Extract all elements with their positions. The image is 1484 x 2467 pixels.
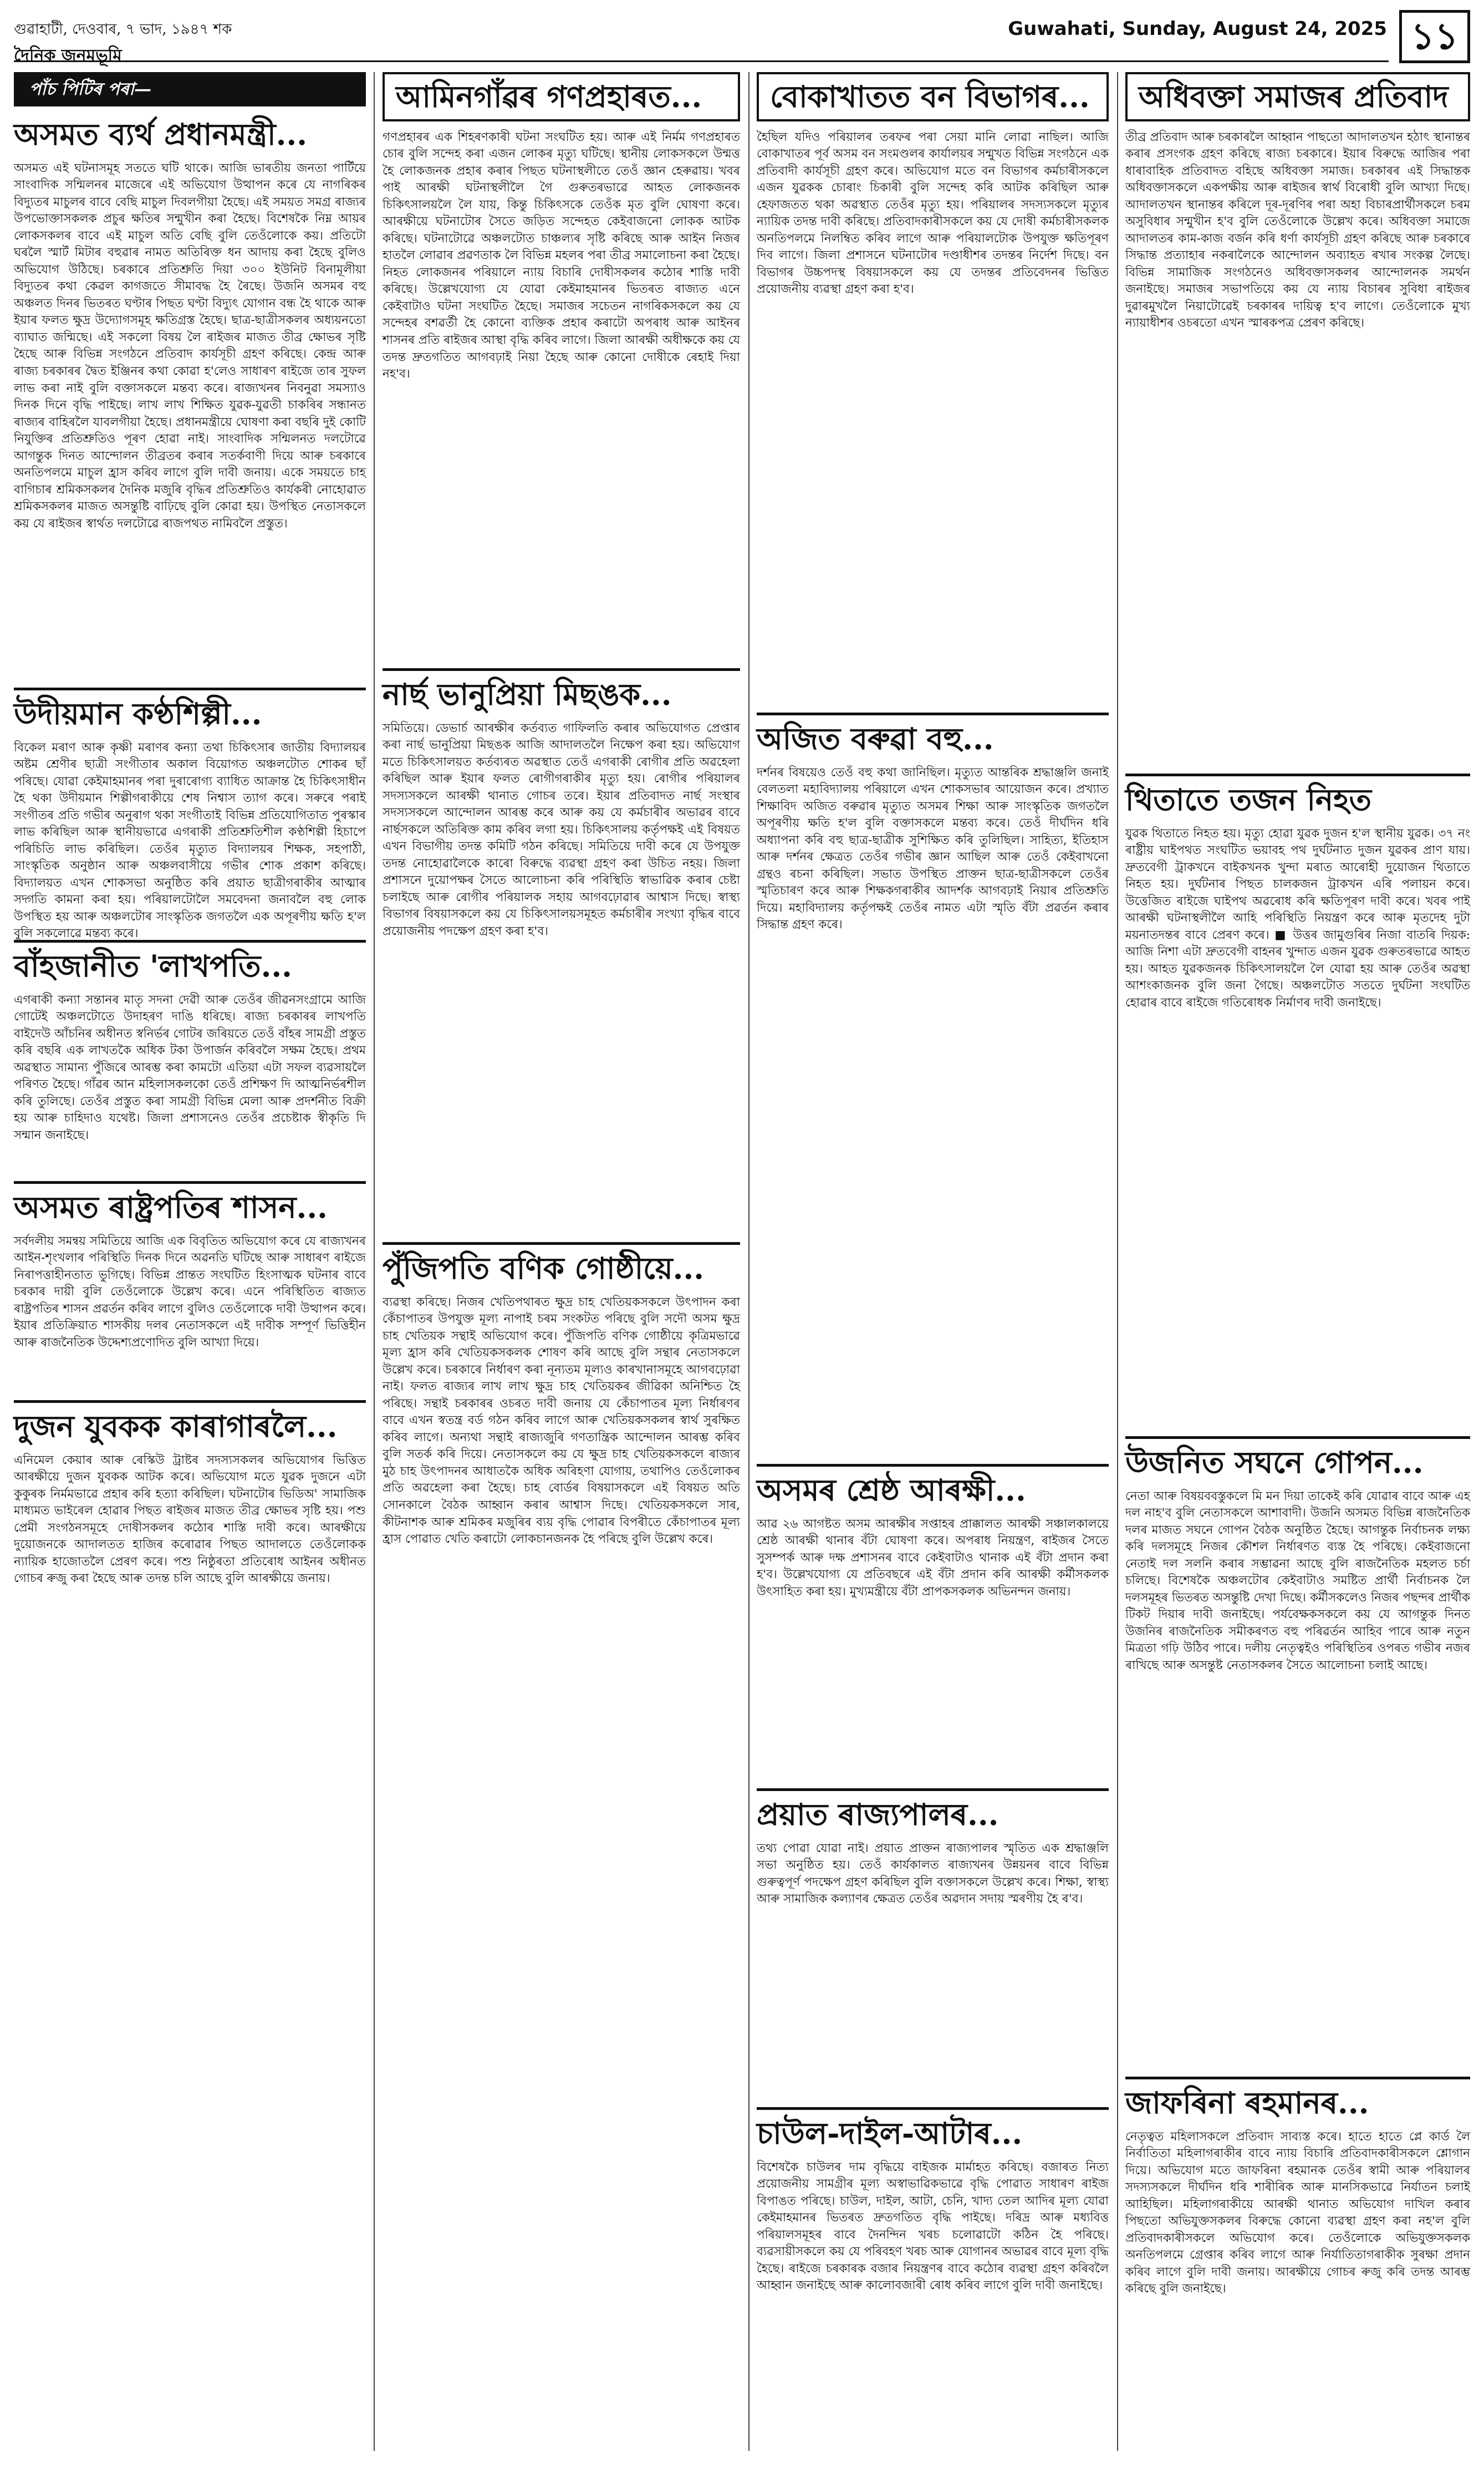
article-advocates-protest bbox=[1125, 72, 1470, 765]
article-body: বিকেল মৰাণ আৰু কৃষ্ণী মৰাণৰ কন্যা তথা চিকিৎসাৰ জাতীয় বিদ্যালয়ৰ অষ্টম শ্ৰেণীৰ ছাত্ৰী সংগীতাৰ অকাল বিয়োগত অঞ্চলটোত শোকৰ ছাঁ পৰিছে। যোৱা কেইমাহমানৰ পৰা দুৰাৰোগ্য ব্যাধিত আক্ৰান্ত হৈ চিকিৎসাধীন হৈ থকা উদীয়মান শিল্পীগৰাকীয়ে শেষ নিশ্বাস ত্যাগ কৰে। সৰুৰে পৰাই সংগীতৰ প্ৰতি গভীৰ অনুৰাগ থকা সংগীতাই বিভিন্ন প্ৰতিযোগিতাত পুৰস্কাৰ লাভ কৰিছিল আৰু স্থানীয়ভাৱে এগৰাকী প্ৰতিশ্ৰুতিশীল কণ্ঠশিল্পী হিচাপে পৰিচিতি লাভ কৰিছিল। তেওঁৰ মৃত্যুত বিদ্যালয়ৰ শিক্ষক, সহপাঠী, সাংস্কৃতিক অনুষ্ঠান আৰু অঞ্চলবাসীয়ে গভীৰ শোক প্ৰকাশ কৰিছে। বিদ্যালয়ত এখন শোকসভা অনুষ্ঠিত কৰি প্ৰয়াত ছাত্ৰীগৰাকীৰ আত্মাৰ সদ্গতি কামনা কৰা হয়। পৰিয়ালটোলৈ সমবেদনা জনাবলৈ বহু লোক উপস্থিত হয় আৰু অঞ্চলটোৰ সাংস্কৃতিক জগতলৈ এক অপূৰণীয় ক্ষতি হ'ল বুলি সকলোৱে মন্তব্য কৰে। bbox=[14, 740, 366, 941]
article-body: বিশেষকৈ চাউলৰ দাম বৃদ্ধিয়ে বাইজক মাৰ্মাহত কৰিছে। বজাৰত নিত্য প্ৰয়োজনীয় সামগ্ৰীৰ মূল্য অস্বাভাৱিকভাৱে বৃদ্ধি পোৱাত সাধাৰণ ৰাইজ বিপাঙত পৰিছে। চাউল, দাইল, আটা, চেনি, খাদ্য তেল আদিৰ মূল্য যোৱা কেইমাহমানৰ ভিতৰত দ্ৰুতগতিত বৃদ্ধি পাইছে। দৰিদ্ৰ আৰু মধ্যবিত্ত পৰিয়ালসমূহৰ বাবে দৈনন্দিন খৰচ চলোৱাটো কঠিন হৈ পৰিছে। ব্যৱসায়ীসকলে কয় যে পৰিবহণ খৰচ আৰু যোগানৰ অভাৱৰ বাবে মূল্য বৃদ্ধি হৈছে। ৰাইজে চৰকাৰক বজাৰ নিয়ন্ত্ৰণৰ বাবে কঠোৰ ব্যৱস্থা গ্ৰহণ কৰিবলৈ আহ্বান জনাইছে আৰু কালোবজাৰী ৰোধ কৰিব লাগে বুলি দাবী জনাইছে। bbox=[757, 2160, 1109, 2293]
article-capitalist-traders bbox=[383, 1242, 740, 2451]
article-body: তীব্ৰ প্ৰতিবাদ আৰু চৰকাৰলৈ আহ্বান পাছতো আদালতখন হঠাৎ স্থানান্তৰ কৰাৰ প্ৰসংগক গ্ৰহণ কৰিছে ৰাজ্য চৰকাৰে। ইয়াৰ বিৰুদ্ধে আজিৰ পৰা ধাৰাবাহিক প্ৰতিবাদত বহিছে অধিবক্তা সমাজ। চৰকাৰৰ এই সিদ্ধান্তক অধিবক্তাসকলে একপক্ষীয় আৰু ৰাইজৰ স্বাৰ্থ বিৰোধী বুলি আখ্যা দিছে। আদালতখন স্থানান্তৰ কৰিলে দূৰ-দূৰণিৰ পৰা অহা বিচাৰপ্ৰাৰ্থীসকলে চৰম অসুবিধাৰ সন্মুখীন হ'ব বুলি তেওঁলোকে উল্লেখ কৰে। অধিবক্তা সমাজে আদালতৰ কাম-কাজ বৰ্জন কৰি ধৰ্ণা কাৰ্যসূচী গ্ৰহণ কৰিছে আৰু চৰকাৰে সিদ্ধান্ত প্ৰত্যাহাৰ নকৰালৈকে আন্দোলন অব্যাহত ৰখাৰ সংকল্প লৈছে। বিভিন্ন সামাজিক সংগঠনেও অধিবক্তাসকলৰ আন্দোলনক সমৰ্থন জনাইছে। সমাজৰ সভাপতিয়ে কয় যে ন্যায় বিচাৰৰ সুবিধা ৰাইজৰ দুৱাৰমুখলৈ নিয়াটোৱেই চৰকাৰৰ দায়িত্ব হ'ব লাগে। তেওঁলোকে মুখ্য ন্যায়াধীশৰ ওচৰতো এখন স্মাৰকপত্ৰ প্ৰেৰণ কৰিছে। bbox=[1125, 130, 1470, 330]
article-singer bbox=[14, 688, 366, 941]
column-2 bbox=[383, 72, 740, 2456]
article-body: সৰ্বদলীয় সমন্বয় সমিতিয়ে আজি এক বিবৃতিত অভিযোগ কৰে যে ৰাজ্যখনৰ আইন-শৃংখলাৰ পৰিস্থিতি দিনক দিনে অৱনতি ঘটিছে আৰু সাধাৰণ ৰাইজে নিৰাপত্তাহীনতাত ভুগিছে। বিভিন্ন প্ৰান্তত সংঘটিত হিংসাত্মক ঘটনাৰ বাবে চৰকাৰ দায়ী বুলি তেওঁলোকে উল্লেখ কৰে। এনে পৰিস্থিতিত ৰাজ্যত ৰাষ্ট্ৰপতিৰ শাসন প্ৰৱৰ্তন কৰিব লাগে বুলিও তেওঁলোকে দাবী উত্থাপন কৰে। ইয়াৰ প্ৰতিক্ৰিয়াত শাসকীয় দলৰ নেতাসকলে এই দাবীক সম্পূৰ্ণ ভিত্তিহীন আৰু ৰাজনৈতিক উদ্দেশ্যপ্ৰণোদিত বুলি আখ্যা দিয়ে। bbox=[14, 1234, 366, 1350]
article-upper-assam-secret bbox=[1125, 1436, 1470, 2068]
headline: অধিবক্তা সমাজৰ প্ৰতিবাদ bbox=[1125, 72, 1470, 121]
continued-banner: পাঁচ পিটিৰ পৰা— bbox=[14, 72, 366, 106]
article-rice-dal-atta bbox=[757, 2107, 1109, 2451]
headline: অসমত ব্যৰ্থ প্ৰধানমন্ত্ৰী... bbox=[14, 116, 308, 152]
article-nurse bbox=[383, 668, 740, 1234]
headline: অজিত বৰুৱা বহু... bbox=[757, 713, 1109, 757]
headline: পুঁজিপতি বণিক গোষ্ঠীয়ে... bbox=[383, 1242, 740, 1286]
headline: থিতাতে তজন নিহত bbox=[1125, 774, 1470, 818]
column-divider bbox=[1117, 72, 1118, 2451]
article-lakhpati bbox=[14, 940, 366, 1173]
column-4 bbox=[1125, 72, 1470, 2456]
headline: জাফৰিনা ৰহমানৰ... bbox=[1125, 2077, 1470, 2121]
article-body: আৱ ২৬ আগষ্টত অসম আৰক্ষীৰ সপ্তাহৰ প্ৰাক্কালত আৰক্ষী সঞ্চালকালয়ে শ্ৰেষ্ঠ আৰক্ষী থানাৰ বঁটা ঘোষণা কৰে। অপৰাধ নিয়ন্ত্ৰণ, ৰাইজৰ সৈতে সুসম্পৰ্ক আৰু দক্ষ প্ৰশাসনৰ বাবে কেইবাটাও থানাক এই বঁটা প্ৰদান কৰা হ'ব। উল্লেখযোগ্য যে প্ৰতিবছৰে এই বঁটা প্ৰদান কৰি আৰক্ষী কৰ্মীসকলক উৎসাহিত কৰা হয়। মুখ্যমন্ত্ৰীয়ে বঁটা প্ৰাপকসকলক অভিনন্দন জনায়। bbox=[757, 1517, 1109, 1599]
headline: বোকাখাতত বন বিভাগৰ... bbox=[757, 72, 1109, 121]
article-jafrina-rahman bbox=[1125, 2077, 1470, 2451]
headline: উজনিত সঘনে গোপন... bbox=[1125, 1436, 1470, 1481]
headline: অসমত ৰাষ্ট্ৰপতিৰ শাসন... bbox=[14, 1181, 366, 1225]
article-body: ব্যৱস্থা কৰিছে। নিজৰ খেতিপথাৰত ক্ষুদ্ৰ চাহ খেতিয়কসকলে উৎপাদন কৰা কেঁচাপাতৰ উপযুক্ত মূল্য নাপাই চৰম সংকটত পৰিছে বুলি সদৌ অসম ক্ষুদ্ৰ চাহ খেতিয়ক সন্থাই অভিযোগ কৰে। পুঁজিপতি বণিক গোষ্ঠীয়ে কৃত্ৰিমভাৱে মূল্য হ্ৰাস কৰি খেতিয়কসকলক শোষণ কৰি আছে বুলি সন্থাৰ নেতাসকলে উল্লেখ কৰে। চৰকাৰে নিৰ্ধাৰণ কৰা নূন্যতম মূল্যও কাৰখানাসমূহে আগবঢ়োৱা নাই। ফলত ৰাজ্যৰ লাখ লাখ ক্ষুদ্ৰ চাহ খেতিয়কৰ জীৱিকা অনিশ্চিত হৈ পৰিছে। সন্থাই চৰকাৰৰ ওচৰত দাবী জনায় যে কেঁচাপাতৰ মূল্য নিৰ্ধাৰণৰ বাবে এখন স্বতন্ত্ৰ বৰ্ড গঠন কৰিব লাগে আৰু খেতিয়কসকলৰ স্বাৰ্থ সুৰক্ষিত কৰিব লাগে। অন্যথা সন্থাই ৰাজ্যজুৰি গণতান্ত্ৰিক আন্দোলন আৰম্ভ কৰিব বুলি সতৰ্ক কৰি দিয়ে। নেতাসকলে কয় যে ক্ষুদ্ৰ চাহ খেতিয়কসকলে ৰাজ্যৰ মুঠ চাহ উৎপাদনৰ আধাতকৈ অধিক অৰিহণা যোগায়, তথাপিও তেওঁলোকৰ প্ৰতি অৱহেলা কৰা হৈছে। চাহ বোৰ্ডৰ বিষয়াসকলে এই বিষয়ত অতি সোনকালে বৈঠক আহ্বান কৰাৰ আশ্বাস দিছে। খেতিয়কসকলে সাৰ, কীটনাশক আৰু শ্ৰমিকৰ মজুৰিৰ ব্যয় বৃদ্ধি পোৱাৰ বিপৰীতে কেঁচাপাতৰ মূল্য হ্ৰাস পোৱাত খেতি কৰাটো লোকচানজনক হৈ পৰিছে বুলি উল্লেখ কৰে। bbox=[383, 1295, 740, 1547]
headline: চাউল-দাইল-আটাৰ... bbox=[757, 2107, 1109, 2151]
article-body: এনিমেল কেয়াৰ আৰু ৰেস্কিউ ট্ৰাষ্টৰ সদস্যসকলৰ অভিযোগৰ ভিত্তিত আৰক্ষীয়ে দুজন যুবকক আটক কৰে। অভিযোগ মতে যুৱক দুজনে এটা কুকুৰক নিৰ্মমভাৱে প্ৰহাৰ কৰি হত্যা কৰিছিল। ঘটনাটোৰ ভিডিঅ' সামাজিক মাধ্যমত ভাইৰেল হোৱাৰ পিছত ৰাইজৰ মাজত তীব্ৰ ক্ষোভৰ সৃষ্টি হয়। পশু প্ৰেমী সংগঠনসমূহে দোষীসকলৰ কঠোৰ শাস্তি দাবী কৰে। আৰক্ষীয়ে দুয়োজনকে আদালতত হাজিৰ কৰোৱাৰ পিছত আদালতে তেওঁলোকক ন্যায়িক হাজোতলৈ প্ৰেৰণ কৰে। পশু নিষ্ঠুৰতা প্ৰতিৰোধ আইনৰ অধীনত গোচৰ ৰুজু কৰা হৈছে আৰু তদন্ত চলি আছে বুলি আৰক্ষীয়ে জনায়। bbox=[14, 1453, 366, 1586]
article-body: গণপ্ৰহাৰৰ এক শিহৰণকাৰী ঘটনা সংঘটিত হয়। আৰু এই নিৰ্মম গণপ্ৰহাৰত চোৰ বুলি সন্দেহ কৰা এজন লোকৰ মৃত্যু ঘটিছে। স্থানীয় লোকসকলে উন্মত্ত হৈ লোকজনক প্ৰহাৰ কৰাৰ পিছত ঘটনাস্থলীতে তেওঁ জ্ঞান হেৰুৱায়। খবৰ পাই আৰক্ষী ঘটনাস্থলীলৈ গৈ গুৰুতৰভাৱে আহত লোকজনক চিকিৎসালয়লৈ লৈ যায়, কিন্তু চিকিৎসকে তেওঁক মৃত বুলি ঘোষণা কৰে। আৰক্ষীয়ে ঘটনাটোৰ সৈতে জড়িত সন্দেহত কেইবাজনো লোকক আটক কৰিছে। ঘটনাটোৱে অঞ্চলটোত চাঞ্চল্যৰ সৃষ্টি কৰিছে আৰু আইন নিজৰ হাতলৈ লোৱাৰ প্ৰৱণতাক লৈ বিভিন্ন মহলৰ পৰা তীব্ৰ সমালোচনা কৰা হৈছে। নিহত লোকজনৰ পৰিয়ালে ন্যায় বিচাৰি দোষীসকলৰ কঠোৰ শাস্তি দাবী কৰিছে। উল্লেখযোগ্য যে যোৱা কেইমাহমানৰ ভিতৰত ৰাজ্যত এনে কেইবাটাও ঘটনা সংঘটিত হৈছে। সমাজৰ সচেতন নাগৰিকসকলে কয় যে সন্দেহৰ বশৱৰ্তী হৈ কোনো ব্যক্তিক প্ৰহাৰ কৰাটো অপৰাধ আৰু আইনৰ শাসনৰ প্ৰতি ৰাইজৰ আস্থা বৃদ্ধি কৰিব লাগে। জিলা আৰক্ষী অধীক্ষকে কয় যে তদন্ত দ্ৰুতগতিত আগবঢ়াই নিয়া হৈছে আৰু কোনো দোষীকে ৰেহাই দিয়া নহ'ব। bbox=[383, 130, 740, 382]
column-1 bbox=[14, 72, 366, 2456]
article-body: নেতা আৰু বিষয়ববস্তুকলে মি মন দিয়া তাকেই কৰি যোৱাৰ বাবে আৰু এহ দল নাহ'ব বুলি নেতাসকলে আশাবাদী। উজনি অসমত বিভিন্ন ৰাজনৈতিক দলৰ মাজত সঘনে গোপন বৈঠক অনুষ্ঠিত হৈছে। আগন্তুক নিৰ্বাচনক লক্ষ্য কৰি দলসমূহে নিজৰ কৌশল নিৰ্ধাৰণত ব্যস্ত হৈ পৰিছে। কেইবাজনো নেতাই দল সলনি কৰাৰ সম্ভাৱনা আছে বুলি ৰাজনৈতিক মহলত চৰ্চা চলিছে। বিশেষকৈ অঞ্চলটোৰ কেইবাটাও সমষ্টিত প্ৰাৰ্থী নিৰ্বাচনক লৈ দলসমূহৰ ভিতৰত অসন্তুষ্টি দেখা দিছে। কৰ্মীসকলেও নিজৰ পছন্দৰ প্ৰাৰ্থীক টিকট দিয়াৰ দাবী জনাইছে। পৰ্যবেক্ষকসকলে কয় যে আগন্তুক দিনত উজনিৰ ৰাজনৈতিক সমীকৰণত বহু পৰিৱৰ্তন আহিব পাৰে আৰু নতুন মিত্ৰতা গঢ়ি উঠিব পাৰে। দলীয় নেতৃত্বইও পৰিস্থিতিৰ ওপৰত গভীৰ নজৰ ৰাখিছে আৰু অসন্তুষ্ট নেতাসকলৰ সৈতে আলোচনা চলাই আছে। bbox=[1125, 1489, 1470, 1672]
headline: দুজন যুবকক কাৰাগাৰলৈ... bbox=[14, 1400, 366, 1444]
date-assamese: গুৱাহাটী, দেওবাৰ, ৭ ভাদ, ১৯৪৭ শক bbox=[14, 21, 232, 38]
article-bokakhat-forest bbox=[757, 72, 1109, 704]
page-header bbox=[14, 10, 1470, 65]
article-two-youths-jailed bbox=[14, 1400, 366, 2451]
page-number: ১১ bbox=[1399, 10, 1470, 63]
article-body: যুৱক থিতাতে নিহত হয়। মৃত্যু হোৱা যুৱক দুজন হ'ল স্থানীয় যুৱক। ৩৭ নং ৰাষ্ট্ৰীয় ঘাইপথত সংঘটিত ভয়াবহ পথ দুৰ্ঘটনাত দুজন যুৱকৰ প্ৰাণ যায়। দ্ৰুতবেগী ট্ৰাকখনে বাইকখনক খুন্দা মৰাত আৰোহী দুয়োজন থিতাতে নিহত হয়। দুৰ্ঘটনাৰ পিছত চালকজন ট্ৰাকখন এৰি পলায়ন কৰে। উত্তেজিত ৰাইজে ঘাইপথ অৱৰোধ কৰি ক্ষতিপূৰণ দাবী কৰে। খবৰ পাই আৰক্ষী ঘটনাস্থলীলৈ আহি পৰিস্থিতি নিয়ন্ত্ৰণ কৰে আৰু মৃতদেহ দুটা ময়নাতদন্তৰ বাবে প্ৰেৰণ কৰে। ■ উত্তৰ জামুগুৰিৰ নিজা বাতৰি দিয়ক: আজি নিশা এটা দ্ৰুতবেগী বাহনৰ খুন্দাত এজন যুৱক গুৰুতৰভাৱে আহত হয়। আহত যুৱকজনক চিকিৎসালয়লৈ লৈ যোৱা হয় আৰু তেওঁৰ অৱস্থা আশংকাজনক বুলি জনা গৈছে। অঞ্চলটোত সততে দুৰ্ঘটনা সংঘটিত হোৱাৰ বাবে ৰাইজে গতিৰোধক নিৰ্মাণৰ দাবী জনাইছে। bbox=[1125, 826, 1470, 1010]
article-ajit-barua bbox=[757, 713, 1109, 1456]
article-body: হৈছিল যদিও পৰিয়ালৰ তৰফৰ পৰা সেয়া মানি লোৱা নাছিল। আজি বোকাখাতৰ পূৰ্ব অসম বন সংমণ্ডলৰ কাৰ্যালয়ৰ সন্মুখত বিভিন্ন সংগঠনে এক প্ৰতিবাদী কাৰ্যসূচী গ্ৰহণ কৰে। অভিযোগ মতে বন বিভাগৰ কৰ্মচাৰীসকলে এজন যুৱকক চোৰাং চিকাৰী বুলি সন্দেহ কৰি আটক কৰিছিল আৰু হেফাজতত থকা অৱস্থাত তেওঁৰ মৃত্যু হয়। পৰিয়ালৰ সদস্যসকলে মৃত্যুৰ ন্যায়িক তদন্ত দাবী কৰিছে। প্ৰতিবাদকাৰীসকলে কয় যে দোষী কৰ্মচাৰীসকলক অনতিপলমে নিলম্বিত কৰিব লাগে আৰু পৰিয়ালটোক উপযুক্ত ক্ষতিপূৰণ দিব লাগে। জিলা প্ৰশাসনে ঘটনাটোৰ দণ্ডাধীশৰ তদন্তৰ নিৰ্দেশ দিছে। বন বিভাগৰ উচ্চপদস্থ বিষয়াসকলে কয় যে তদন্তৰ প্ৰতিবেদনৰ ভিত্তিত প্ৰয়োজনীয় ব্যৱস্থা গ্ৰহণ কৰা হ'ব। bbox=[757, 130, 1109, 297]
brand-row bbox=[14, 42, 1389, 65]
headline: আমিনগাঁৱৰ গণপ্ৰহাৰত... bbox=[383, 72, 740, 121]
paper-name: দৈনিক জনমভূমি bbox=[14, 46, 122, 65]
article-amingaon-lynching bbox=[383, 72, 740, 660]
headline: উদীয়মান কণ্ঠশিল্পী... bbox=[14, 688, 366, 732]
headline: প্ৰয়াত ৰাজ্যপালৰ... bbox=[757, 1788, 1109, 1833]
article-body: এগৰাকী কন্যা সন্তানৰ মাতৃ সদনা দেৱী আৰু তেওঁৰ জীৱনসংগ্ৰামে আজি গোটেই অঞ্চলটোতে উদাহৰণ দাঙি ধৰিছে। ৰাজ্য চৰকাৰৰ লাখপতি বাইদেউ আঁচনিৰ অধীনত স্বনিৰ্ভৰ গোটৰ জৰিয়তে তেওঁ বাঁহৰ সামগ্ৰী প্ৰস্তুত কৰি বছৰি এক লাখতকৈ অধিক টকা উপাৰ্জন কৰিবলৈ সক্ষম হৈছে। প্ৰথম অৱস্থাত সামান্য পুঁজিৰে আৰম্ভ কৰা কামটো এতিয়া এটা সফল ব্যৱসায়লৈ পৰিণত হৈছে। গাঁৱৰ আন মহিলাসকলকো তেওঁ প্ৰশিক্ষণ দি আত্মনিৰ্ভৰশীল কৰি তুলিছে। তেওঁৰ প্ৰস্তুত কৰা সামগ্ৰী বিভিন্ন মেলা আৰু প্ৰদৰ্শনীত বিক্ৰী হয় আৰু চাহিদাও যথেষ্ট। জিলা প্ৰশাসনেও তেওঁৰ প্ৰচেষ্টাক স্বীকৃতি দি সন্মান জনাইছে। bbox=[14, 993, 366, 1142]
article-body: দৰ্শনৰ বিষয়েও তেওঁ বহু কথা জানিছিল। মৃত্যুত আন্তৰিক শ্ৰদ্ধাঞ্জলি জনাই বেলতলা মহাবিদ্যালয় পৰিয়ালে এখন শোকসভাৰ আয়োজন কৰে। প্ৰখ্যাত শিক্ষাবিদ অজিত বৰুৱাৰ মৃত্যুত অসমৰ শিক্ষা আৰু সাংস্কৃতিক জগতলৈ অপূৰণীয় ক্ষতি হ'ল বুলি বক্তাসকলে মন্তব্য কৰে। তেওঁ দীৰ্ঘদিন ধৰি অধ্যাপনা কৰি বহু ছাত্ৰ-ছাত্ৰীক সুশিক্ষিত কৰি তুলিছিল। সাহিত্য, ইতিহাস আৰু দৰ্শনৰ ক্ষেত্ৰত তেওঁৰ গভীৰ জ্ঞান আছিল আৰু তেওঁ কেইবাখনো গ্ৰন্থও ৰচনা কৰিছিল। সভাত উপস্থিত প্ৰাক্তন ছাত্ৰ-ছাত্ৰীসকলে তেওঁৰ স্মৃতিচাৰণ কৰে আৰু শিক্ষকগৰাকীৰ আদৰ্শক আগবঢ়াই নিয়াৰ প্ৰতিশ্ৰুতি দিয়ে। মহাবিদ্যালয় কৰ্তৃপক্ষই তেওঁৰ নামত এটা স্মৃতি বঁটা প্ৰৱৰ্তন কৰাৰ সিদ্ধান্ত গ্ৰহণ কৰে। bbox=[757, 765, 1109, 932]
article-late-governor bbox=[757, 1788, 1109, 2099]
headline: নাৰ্ছ ভানুপ্ৰিয়া মিছঙক... bbox=[383, 668, 740, 713]
headline: বাঁহজানীত 'লাখপতি... bbox=[14, 940, 366, 984]
column-3 bbox=[757, 72, 1109, 2456]
column-divider bbox=[374, 72, 375, 2451]
article-body: তথ্য পোৱা যোৱা নাই। প্ৰয়াত প্ৰাক্তন ৰাজ্যপালৰ স্মৃতিত এক শ্ৰদ্ধাঞ্জলি সভা অনুষ্ঠিত হয়। তেওঁ কাৰ্যকালত ৰাজ্যখনৰ উন্নয়নৰ বাবে বিভিন্ন গুৰুত্বপূৰ্ণ পদক্ষেপ গ্ৰহণ কৰিছিল বুলি বক্তাসকলে উল্লেখ কৰে। শিক্ষা, স্বাস্থ্য আৰু সামাজিক কল্যাণৰ ক্ষেত্ৰত তেওঁৰ অৱদান সদায় স্মৰণীয় হৈ ৰ'ব। bbox=[757, 1841, 1109, 1906]
article-body: সমিতিয়ে। ডেভাৰ্চ আৰক্ষীৰ কৰ্তব্যত গাফিলতি কৰাৰ অভিযোগত প্ৰেপ্তাৰ কৰা নাৰ্ছ ভানুপ্ৰিয়া মিছঙক আজি আদালতলৈ নিক্ষেপ কৰা হয়। অভিযোগ মতে চিকিৎসালয়ত কৰ্তব্যৰত অৱস্থাত তেওঁ এগৰাকী ৰোগীৰ প্ৰতি অৱহেলা কৰিছিল আৰু ইয়াৰ ফলত ৰোগীগৰাকীৰ মৃত্যু হয়। ৰোগীৰ পৰিয়ালৰ সদস্যসকলে আৰক্ষী থানাত গোচৰ তৰে। ইয়াৰ প্ৰতিবাদত নাৰ্ছ সংস্থাৰ সদস্যসকলে আন্দোলন আৰম্ভ কৰে আৰু কয় যে কৰ্মচাৰীৰ অভাৱৰ বাবে নাৰ্ছসকলে অতিৰিক্ত কাম কৰিব লগা হয়। চিকিৎসালয় কৰ্তৃপক্ষই এই বিষয়ত এখন বিভাগীয় তদন্ত কমিটি গঠন কৰিছে। সমিতিয়ে দাবী কৰে যে উপযুক্ত তদন্ত নোহোৱালৈকে কাৰো বিৰুদ্ধে ব্যৱস্থা গ্ৰহণ কৰা উচিত নহয়। জিলা প্ৰশাসনে দুয়োপক্ষৰ সৈতে আলোচনা কৰি পৰিস্থিতি স্বাভাৱিক কৰাৰ চেষ্টা চলাইছে আৰু ৰোগীৰ পৰিয়ালক সহায় আগবঢ়োৱাৰ আশ্বাস দিছে। স্বাস্থ্য বিভাগৰ বিষয়াসকলে কয় যে চিকিৎসালয়সমূহত কৰ্মচাৰীৰ সংখ্যা বৃদ্ধিৰ বাবে প্ৰয়োজনীয় পদক্ষেপ গ্ৰহণ কৰা হ'ব। bbox=[383, 721, 740, 938]
date-english: Guwahati, Sunday, August 24, 2025 bbox=[1008, 18, 1387, 40]
article-pm-failure bbox=[14, 116, 366, 682]
article-body: নেতৃত্বত মহিলাসকলে প্ৰতিবাদ সাব্যস্ত কৰে। হাতে হাতে প্লে কাৰ্ড লৈ নিৰ্বাতিতা মহিলাগৰাকীৰ বাবে ন্যায় বিচাৰি প্ৰতিবাদকাৰীসকলে শ্লোগান দিয়ে। অভিযোগ মতে জাফৰিনা ৰহমানক তেওঁৰ স্বামী আৰু পৰিয়ালৰ সদস্যসকলে দীৰ্ঘদিন ধৰি শাৰীৰিক আৰু মানসিকভাৱে নিৰ্যাতন চলাই আহিছিল। মহিলাগৰাকীয়ে আৰক্ষী থানাত অভিযোগ দাখিল কৰাৰ পিছতো অভিযুক্তসকলৰ বিৰুদ্ধে কোনো ব্যৱস্থা গ্ৰহণ কৰা নহ'ল বুলি প্ৰতিবাদকাৰীসকলে অভিযোগ কৰে। তেওঁলোকে অভিযুক্তসকলক অনতিপলমে গ্ৰেপ্তাৰ কৰিব লাগে আৰু নিৰ্যাতিতাগৰাকীক সুৰক্ষা প্ৰদান কৰিব লাগে বুলি দাবী জনায়। আৰক্ষীয়ে গোচৰ ৰুজু কৰি তদন্ত আৰম্ভ কৰিছে বুলি জনাইছে। bbox=[1125, 2129, 1470, 2296]
article-body: অসমত এই ঘটনাসমূহ সততে ঘটি থাকে। আজি ভাৰতীয় জনতা পাৰ্টিয়ে সাংবাদিক সন্মিলনৰ মাজেৰে এই অভিযোগ উত্থাপন কৰে যে নাগৰিকৰ বিদ্যুতৰ মাচুলৰ বাবে বেছি মাচুল দিবলগীয়া হৈছে। এই সময়ত সমগ্ৰ ৰাজ্যৰ উপভোক্তাসকলক প্ৰচুৰ ক্ষতিৰ সন্মুখীন কৰা হৈছে। বিশেষকৈ নিম্ন আয়ৰ লোকসকলৰ বাবে এই মাচুল অতি বেছি বুলি তেওঁলোকে কয়। প্ৰতিটো ঘৰলৈ স্মাৰ্ট মিটাৰ বহুৱাৰ নামত অতিৰিক্ত ধন আদায় কৰা হৈছে বুলিও অভিযোগ উঠিছে। চৰকাৰে প্ৰতিশ্ৰুতি দিয়া ৩০০ ইউনিট বিনামূলীয়া বিদ্যুতৰ কথা কেৱল কাগজতে সীমাবদ্ধ হৈ ৰৈছে। উজনি অসমৰ বহু অঞ্চলত দিনৰ ভিতৰত ঘণ্টাৰ পিছত ঘণ্টা বিদ্যুৎ যোগান বন্ধ হৈ থাকে আৰু ইয়াৰ ফলত ক্ষুদ্ৰ উদ্যোগসমূহ ক্ষতিগ্ৰস্ত হৈছে। ছাত্ৰ-ছাত্ৰীসকলৰ অধ্যয়নতো ব্যাঘাত জন্মিছে। এই সকলো বিষয় লৈ ৰাইজৰ মাজত তীব্ৰ ক্ষোভৰ সৃষ্টি হৈছে আৰু বিভিন্ন সংগঠনে প্ৰতিবাদ কাৰ্যসূচী গ্ৰহণ কৰিছে। কেন্দ্ৰ আৰু ৰাজ্য চৰকাৰৰ দ্বৈত ইঞ্জিনৰ কথা কোৱা হ'লেও সাধাৰণ ৰাইজে তাৰ সুফল লাভ কৰা নাই বুলি বক্তাসকলে মন্তব্য কৰে। ৰাজ্যখনৰ নিবনুৱা সমস্যাও দিনক দিনে বৃদ্ধি পাইছে। লাখ লাখ শিক্ষিত যুৱক-যুৱতী চাকৰিৰ সন্ধানত ৰাজ্যৰ বাহিৰলৈ যাবলগীয়া হৈছে। প্ৰধানমন্ত্ৰীয়ে ঘোষণা কৰা বছৰি দুই কোটি নিযুক্তিৰ প্ৰতিশ্ৰুতিও পূৰণ হোৱা নাই। সাংবাদিক সন্মিলনত দলটোৱে আগন্তুক দিনত আন্দোলন তীব্ৰতৰ কৰাৰ সতৰ্কবাণী দিয়ে আৰু চৰকাৰে অনতিপলমে মাচুল হ্ৰাস কৰিব লাগে বুলি দাবী জনায়। একে সময়তে চাহ বাগিচাৰ শ্ৰমিকসকলৰ দৈনিক মজুৰি বৃদ্ধিৰ প্ৰতিশ্ৰুতিও কাৰ্যকৰী নোহোৱাত শ্ৰমিকসকলৰ মাজত অসন্তুষ্টি বাঢ়িছে বুলি কোৱা হয়। উপস্থিত নেতাসকলে কয় যে ৰাইজৰ স্বাৰ্থত দলটোৱে ৰাজপথত নামিবলৈ প্ৰস্তুত। bbox=[14, 161, 366, 531]
article-presidents-rule bbox=[14, 1181, 366, 1392]
article-best-police bbox=[757, 1464, 1109, 1780]
column-divider bbox=[748, 72, 749, 2451]
headline: অসমৰ শ্ৰেষ্ঠ আৰক্ষী... bbox=[757, 1464, 1109, 1508]
article-two-killed bbox=[1125, 774, 1470, 1428]
